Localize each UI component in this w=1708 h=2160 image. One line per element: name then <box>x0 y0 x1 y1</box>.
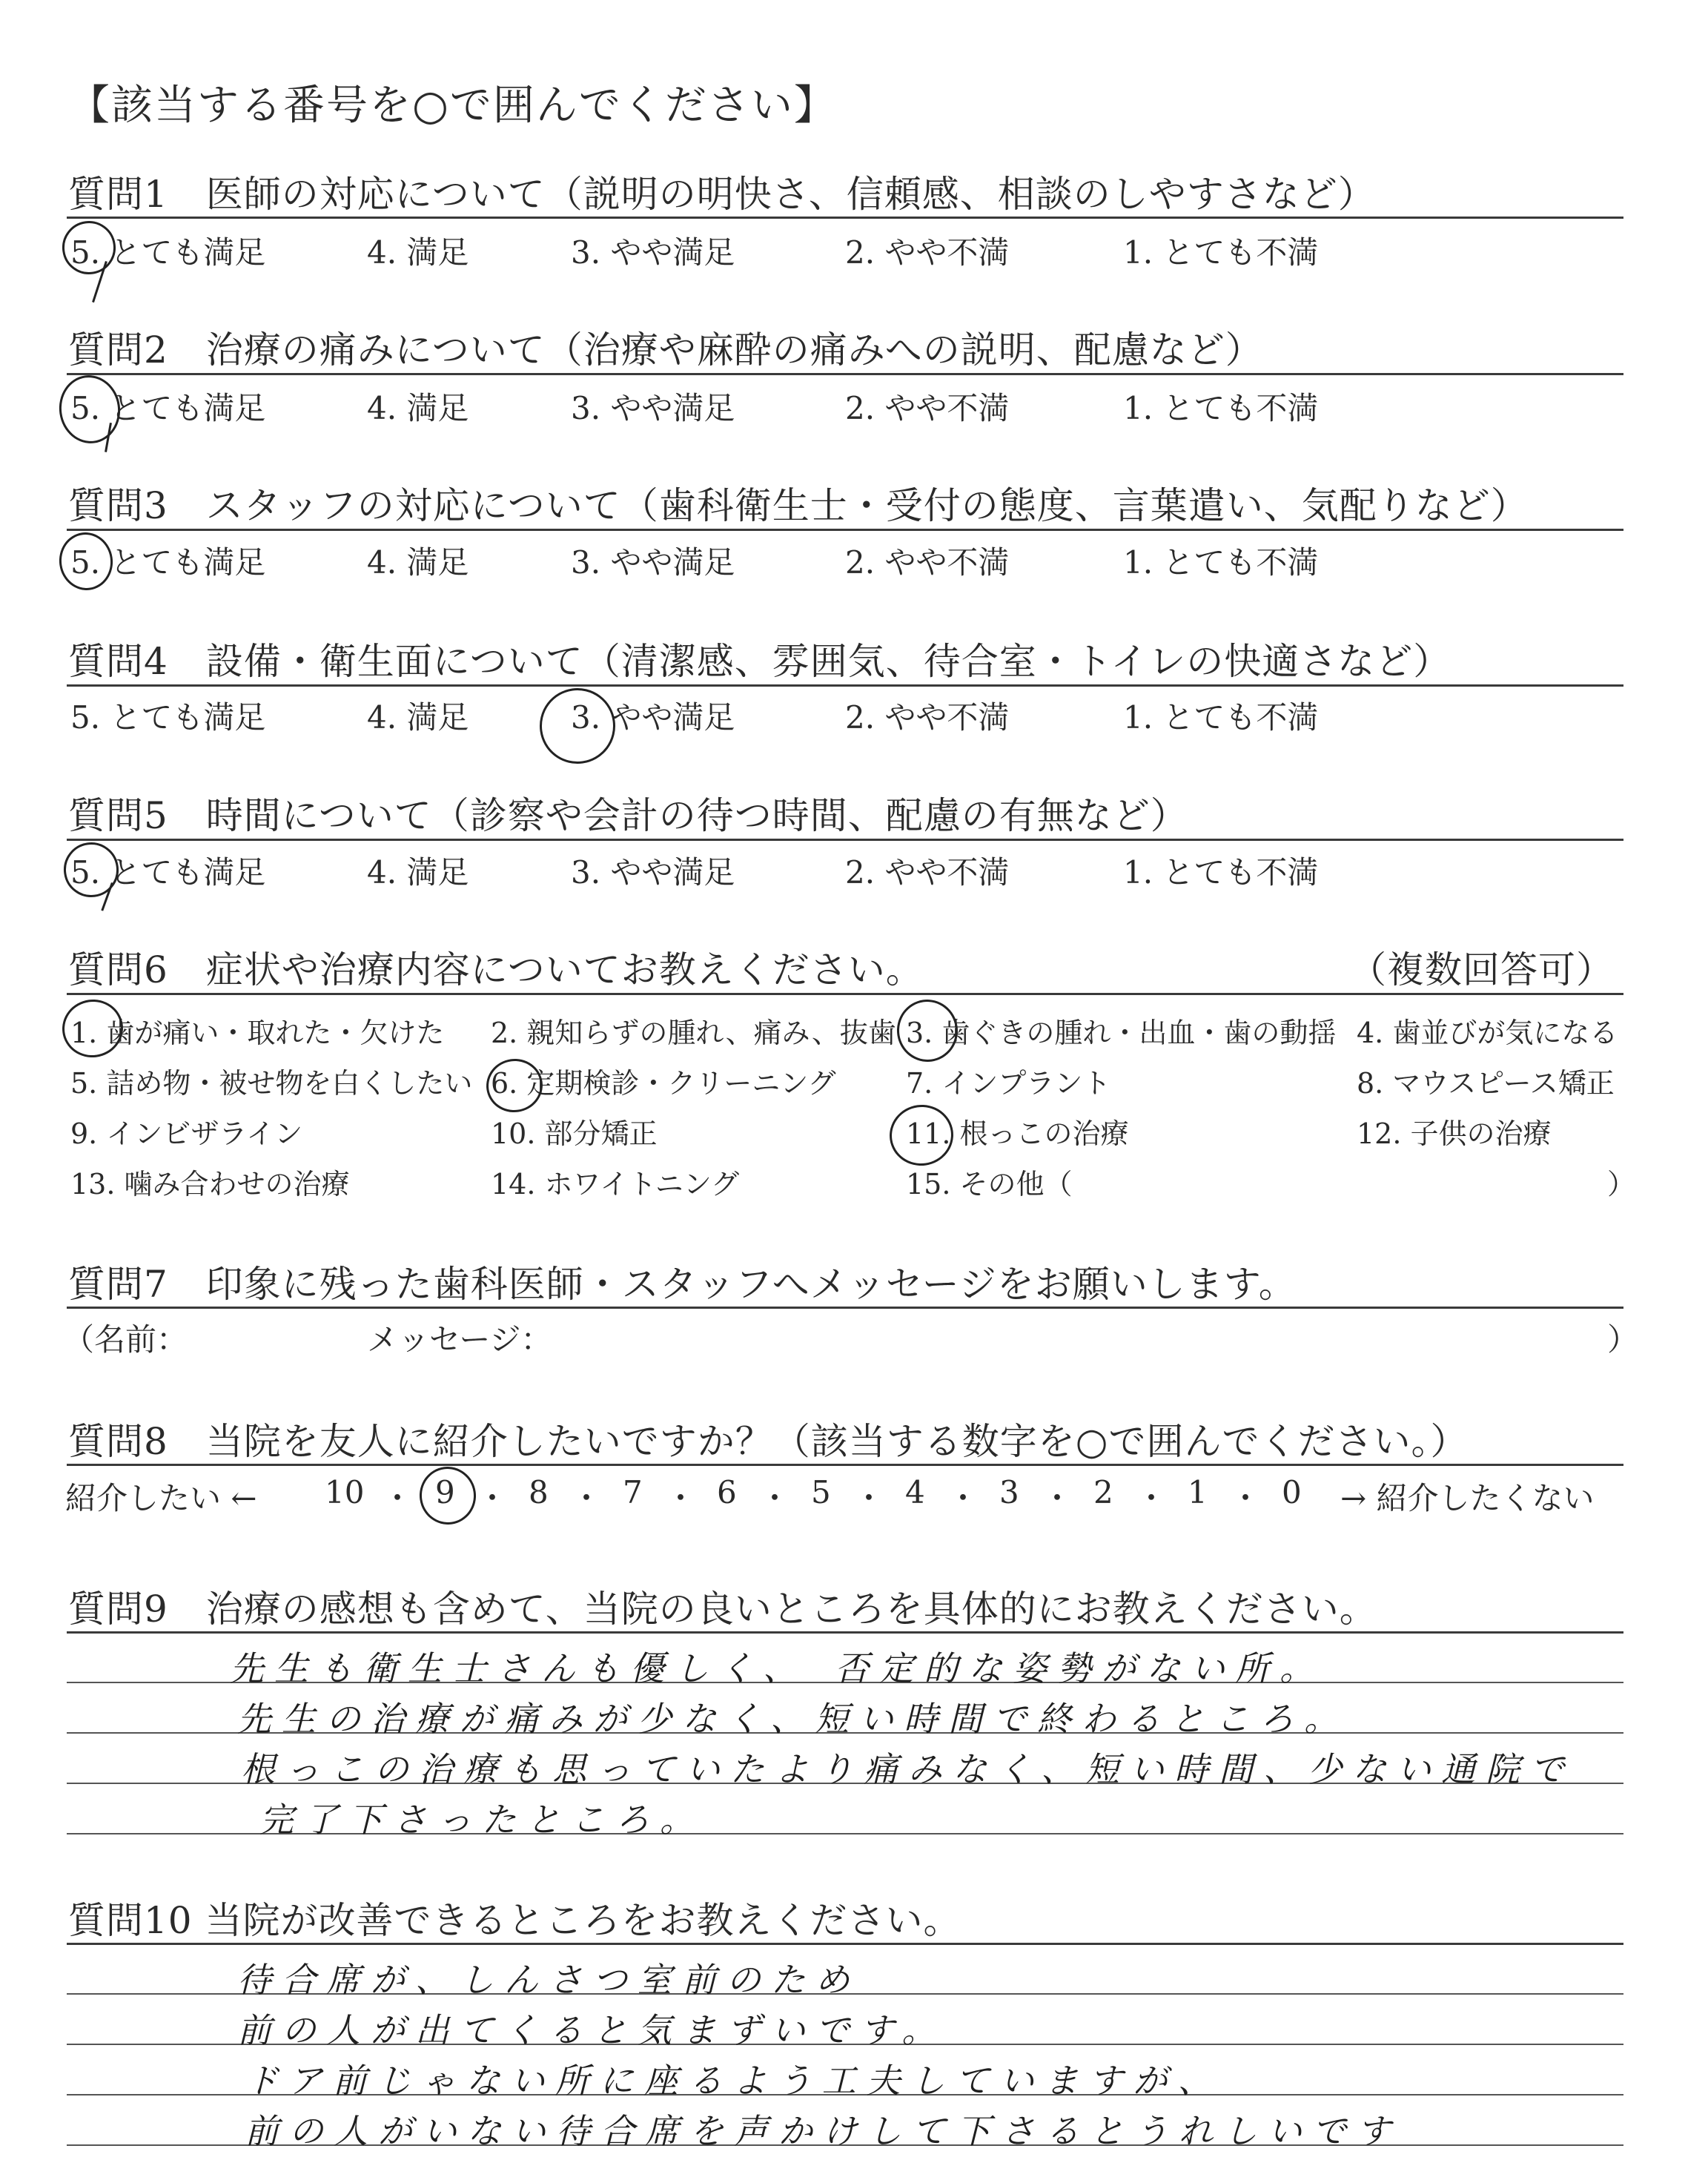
q4-option-4[interactable]: 4. 満足 <box>367 699 469 736</box>
q10-answer-line-4: 前の人がいない待合席を声かけして下さるとうれしいです <box>245 2111 1401 2151</box>
q6-option-9[interactable]: 9. インビザライン <box>70 1117 303 1150</box>
q3-option-4[interactable]: 4. 満足 <box>367 544 469 581</box>
scale-dot: ・ <box>477 1480 509 1516</box>
question-5-title: 質問5 時間について（診察や会計の待つ時間、配慮の有無など） <box>68 794 1188 837</box>
q4-option-3[interactable]: 3. やや満足 <box>571 699 735 736</box>
q3-option-2[interactable]: 2. やや不満 <box>845 544 1010 581</box>
q6-option-7[interactable]: 7. インプラント <box>906 1067 1111 1100</box>
divider <box>67 217 1623 219</box>
divider <box>67 1943 1623 1945</box>
q9-answer-line-4: 完了下さったところ。 <box>259 1800 704 1840</box>
q9-answer-line-3: 根っこの治療も思っていたより痛みなく、短い時間、少ない通院で <box>241 1749 1575 1789</box>
q10-answer-line-3: ドア前じゃない所に座るよう工夫していますが、 <box>245 2061 1222 2101</box>
divider <box>67 373 1623 375</box>
q8-answer-circle <box>416 1463 480 1528</box>
q4-option-1[interactable]: 1. とても不満 <box>1123 699 1319 736</box>
scale-dot: ・ <box>382 1480 414 1516</box>
q1-option-3[interactable]: 3. やや満足 <box>571 234 735 271</box>
q6-option-8[interactable]: 8. マウスピース矯正 <box>1357 1067 1615 1100</box>
q6-option-13[interactable]: 13. 噛み合わせの治療 <box>70 1168 350 1200</box>
q2-option-5[interactable]: 5. とても満足 <box>70 390 266 426</box>
page-title: 【該当する番号を○で囲んでください】 <box>68 82 837 130</box>
scale-dot: ・ <box>571 1480 603 1516</box>
q2-option-1[interactable]: 1. とても不満 <box>1123 390 1319 426</box>
question-2-title: 質問2 治療の痛みについて（治療や麻酔の痛みへの説明、配慮など） <box>68 328 1263 371</box>
q6-option-11[interactable]: 11. 根っこの治療 <box>906 1117 1129 1150</box>
scale-0[interactable]: 0 <box>1282 1474 1302 1510</box>
message-label: メッセージ： <box>367 1321 552 1358</box>
recommend-right-label: → 紹介したくない <box>1340 1480 1595 1516</box>
scale-3[interactable]: 3 <box>999 1474 1019 1510</box>
recommend-left-label: 紹介したい ← <box>65 1480 257 1516</box>
scale-dot: ・ <box>665 1480 697 1516</box>
question-3-title: 質問3 スタッフの対応について（歯科衛生士・受付の態度、言葉遣い、気配りなど） <box>68 484 1529 527</box>
q5-option-4[interactable]: 4. 満足 <box>367 854 469 891</box>
q1-option-5[interactable]: 5. とても満足 <box>70 234 266 271</box>
scale-dot: ・ <box>1136 1480 1168 1516</box>
q6-option-6[interactable]: 6. 定期検診・クリーニング <box>491 1067 836 1100</box>
q2-option-3[interactable]: 3. やや満足 <box>571 390 735 426</box>
q1-option-1[interactable]: 1. とても不満 <box>1123 234 1319 271</box>
divider <box>67 1307 1623 1309</box>
q6-circle-3 <box>893 996 962 1066</box>
scale-dot: ・ <box>1230 1480 1262 1516</box>
scale-6[interactable]: 6 <box>717 1474 737 1510</box>
q6-option-14[interactable]: 14. ホワイトニング <box>491 1168 740 1200</box>
q6-option-15[interactable]: 15. その他（ <box>906 1168 1073 1200</box>
multiple-answers-note: （複数回答可） <box>1349 948 1614 991</box>
message-close: ） <box>1607 1321 1639 1358</box>
q9-answer-line-1: 先生も衛生士さんも優しく、 否定的な姿勢がない所。 <box>230 1648 1325 1688</box>
divider <box>67 529 1623 531</box>
q3-option-3[interactable]: 3. やや満足 <box>571 544 735 581</box>
q5-option-3[interactable]: 3. やや満足 <box>571 854 735 891</box>
name-label: （名前： <box>63 1321 188 1358</box>
scale-dot: ・ <box>1042 1480 1073 1516</box>
scale-8[interactable]: 8 <box>529 1474 549 1510</box>
scale-1[interactable]: 1 <box>1188 1474 1208 1510</box>
q6-option-5[interactable]: 5. 詰め物・被せ物を白くしたい <box>70 1067 473 1100</box>
q6-option-1[interactable]: 1. 歯が痛い・取れた・欠けた <box>70 1017 445 1049</box>
q5-option-5[interactable]: 5. とても満足 <box>70 854 266 891</box>
q6-option-4[interactable]: 4. 歯並びが気になる <box>1357 1017 1618 1049</box>
question-10-title: 質問10 当院が改善できるところをお教えください。 <box>68 1899 961 1942</box>
divider <box>67 839 1623 841</box>
divider <box>67 1631 1623 1634</box>
question-4-title: 質問4 設備・衛生面について（清潔感、雰囲気、待合室・トイレの快適さなど） <box>68 640 1452 683</box>
question-1-title: 質問1 医師の対応について（説明の明快さ、信頼感、相談のしやすさなど） <box>68 173 1376 216</box>
question-9-title: 質問9 治療の感想も含めて、当院の良いところを具体的にお教えください。 <box>68 1588 1377 1631</box>
q6-circle-1 <box>59 996 127 1062</box>
q2-option-4[interactable]: 4. 満足 <box>367 390 469 426</box>
q4-option-2[interactable]: 2. やや不満 <box>845 699 1010 736</box>
q4-option-5[interactable]: 5. とても満足 <box>70 699 266 736</box>
scale-dot: ・ <box>947 1480 979 1516</box>
q10-answer-line-1: 待合席が、しんさつ室前のため <box>237 1960 860 2000</box>
q6-option-2[interactable]: 2. 親知らずの腫れ、痛み、抜歯 <box>491 1017 896 1049</box>
scale-9[interactable]: 9 <box>435 1474 455 1510</box>
scale-dot: ・ <box>759 1480 791 1516</box>
q1-option-4[interactable]: 4. 満足 <box>367 234 469 271</box>
q3-option-1[interactable]: 1. とても不満 <box>1123 544 1319 581</box>
scale-5[interactable]: 5 <box>811 1474 831 1510</box>
scale-10[interactable]: 10 <box>325 1474 365 1510</box>
q6-option-10[interactable]: 10. 部分矯正 <box>491 1117 658 1150</box>
question-7-title: 質問7 印象に残った歯科医師・スタッフへメッセージをお願いします。 <box>68 1263 1297 1306</box>
q9-answer-line-2: 先生の治療が痛みが少なく、短い時間で終わるところ。 <box>237 1699 1349 1739</box>
q6-option-12[interactable]: 12. 子供の治療 <box>1357 1117 1552 1150</box>
question-8-title: 質問8 当院を友人に紹介したいですか？（該当する数字を○で囲んでください。） <box>68 1420 1469 1463</box>
question-6-title: 質問6 症状や治療内容についてお教えください。 <box>68 948 924 991</box>
q1-option-2[interactable]: 2. やや不満 <box>845 234 1010 271</box>
scale-dot: ・ <box>853 1480 885 1516</box>
scale-2[interactable]: 2 <box>1093 1474 1113 1510</box>
q6-option-3[interactable]: 3. 歯ぐきの腫れ・出血・歯の動揺 <box>906 1017 1337 1049</box>
q2-option-2[interactable]: 2. やや不満 <box>845 390 1010 426</box>
q10-answer-line-2: 前の人が出てくると気まずいです。 <box>237 2010 947 2050</box>
q5-option-2[interactable]: 2. やや不満 <box>845 854 1010 891</box>
divider <box>67 1464 1623 1466</box>
q3-option-5[interactable]: 5. とても満足 <box>70 544 266 581</box>
scale-4[interactable]: 4 <box>905 1474 925 1510</box>
q6-option-15-close: ） <box>1607 1168 1636 1200</box>
divider <box>67 993 1623 995</box>
scale-7[interactable]: 7 <box>623 1474 643 1510</box>
q5-option-1[interactable]: 1. とても不満 <box>1123 854 1319 891</box>
q2-answer-circle <box>55 371 125 448</box>
divider <box>67 684 1623 687</box>
